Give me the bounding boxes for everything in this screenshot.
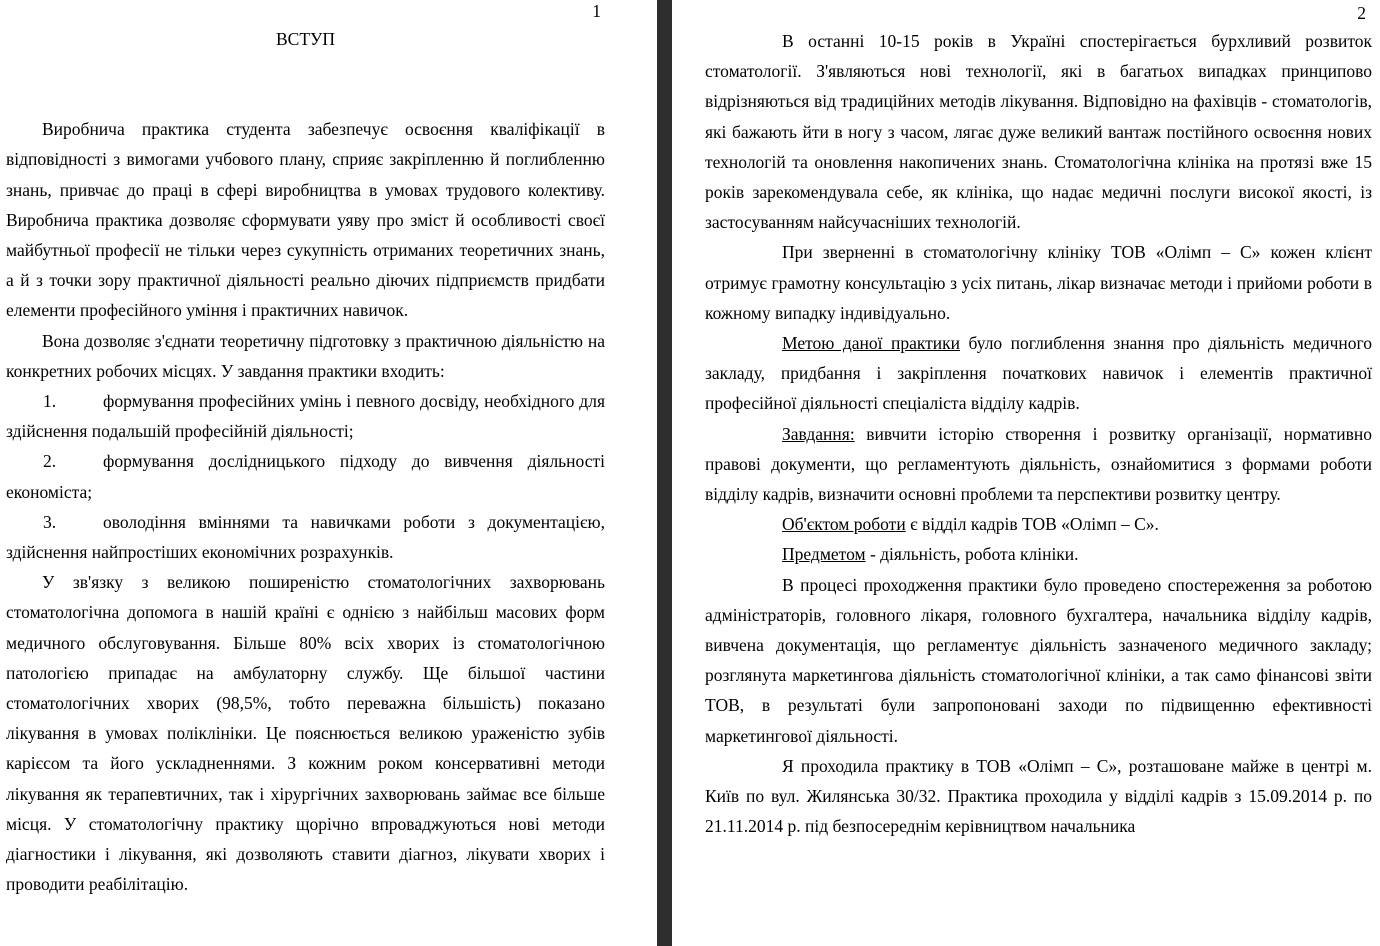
underlined-lead: Метою даної практики — [782, 333, 960, 354]
document-title: ВСТУП — [275, 29, 336, 49]
page-number: 2 — [1357, 3, 1366, 23]
paragraph: Виробнича практика студента забезпечує освоєння кваліфікації в відповідності з вимогами учбового плану, сприяє закріпленню й поглибленню знань, привчає до праці в сфері виробництва в умовах трудового колективу. Виробнича практика дозволяє сформувати уяву про зміст й особливості своєї майбутньої професії не тільки через сукупність отриманих теоретичних знань, а й з точки зору практичної діяльності реально діючих підприємств придбати елементи професійного уміння і практичних навичок. — [6, 119, 605, 321]
paragraph: При зверненні в стоматологічну клініку ТОВ «Олімп – С» кожен клієнт отримує грамотну консультацію з усіх питань, лікар визначає методи і прийоми роботи в кожному випадку індивідуально. — [705, 242, 1372, 323]
paragraph: У зв'язку з великою поширеністю стоматологічних захворювань стоматологічна допомога в нашій країні є однією з найбільш масових форм медичного обслуговування. Більше 80% всіх хворих із стоматологічною патологією припадає на амбулаторну службу. Ще більшої частини стоматологічних хворих (98,5%, тобто переважна більшість) показано лікування в умовах поліклініки. Це пояснюється великою ураженістю зубів карієсом та його ускладненнями. З кожним роком консервативні методи лікування як терапевтичних, так і хірургічних захворювань займає все більше місця. У стоматологічну практику щорічно впроваджуються нові методи діагностики і лікування, які дозволяють ставити діагноз, лікувати хворих і проводити реабілітацію. — [6, 572, 605, 895]
list-item-number: 2. — [43, 451, 57, 472]
paragraph: Метою даної практики було поглиблення знання про діяльність медичного закладу, придбання і закріплення початкових навичок і елементів практичної професійної діяльності спеціаліста відділу кадрів. — [705, 333, 1372, 414]
list-item: 3. оволодіння вміннями та навичками роботи з документацією, здійснення найпростіших економічних розрахунків. — [6, 507, 605, 567]
page-number: 1 — [592, 1, 601, 21]
page-2 — [672, 0, 1380, 946]
list-item: 2. формування дослідницького підходу до вивчення діяльності економіста; — [6, 446, 605, 506]
paragraph: Завдання: вивчити історію створення і розвитку організації, нормативно правові документи, що регламентують діяльність, ознайомитися з формами роботи відділу кадрів, визначити основні проблеми та перспективи розвитку центру. — [705, 423, 1372, 505]
list-item: 1. формування професійних умінь і певного досвіду, необхідного для здійснення подальшій професійній діяльності; — [6, 386, 605, 446]
underlined-lead: Завдання: — [782, 423, 855, 444]
paragraph: В останні 10-15 років в Україні спостерігається бурхливий розвиток стоматології. З'являються нові технології, які в багатьох випадках принципово відрізняються від традиційних методів лікування. Відповідно на фахівців - стоматологів, які бажають йти в ногу з часом, лягає дуже великий вантаж постійного освоєння нових технологій та оновлення накопичених знань. Стоматологічна клініка на протязі вже 15 років зарекомендувала себе, як клініка, що надає медичні послуги високої якості, із застосуванням найсучасніших технологій. — [705, 31, 1372, 233]
paragraph: Вона дозволяє з'єднати теоретичну підготовку з практичною діяльністю на конкретних робочих місцях. У завдання практики входить: — [6, 330, 605, 381]
paragraph: Предметом - діяльність, робота клініки. — [782, 544, 1079, 565]
underlined-lead: Предметом — [782, 544, 866, 565]
page-2-body — [705, 26, 1372, 841]
list-item-number: 3. — [43, 511, 57, 532]
page-1 — [0, 0, 657, 946]
paragraph: Об'єктом роботи є відділ кадрів ТОВ «Олімп – С». — [782, 514, 1159, 535]
underlined-lead: Об'єктом роботи — [782, 514, 906, 535]
page-1-body — [6, 114, 605, 899]
list-item-number: 1. — [43, 391, 57, 412]
paragraph: Я проходила практику в ТОВ «Олімп – С», розташоване майже в центрі м. Київ по вул. Жилянська 30/32. Практика проходила у відділі кадрів з 15.09.2014 р. по 21.11.2014 р. під безпосереднім керівництвом начальника — [705, 755, 1372, 837]
page-gap-divider — [657, 0, 672, 946]
paragraph: В процесі проходження практики було проведено спостереження за роботою адміністраторів, головного лікаря, головного бухгалтера, начальника відділу кадрів, вивчена документація, що регламентує діяльність зазначеного медичного закладу; розглянута маркетингова діяльність стоматологічної клініки, а так само фінансові звіти ТОВ, в результаті були запропоновані заходи по підвищенню ефективності маркетингової діяльності. — [705, 574, 1372, 746]
